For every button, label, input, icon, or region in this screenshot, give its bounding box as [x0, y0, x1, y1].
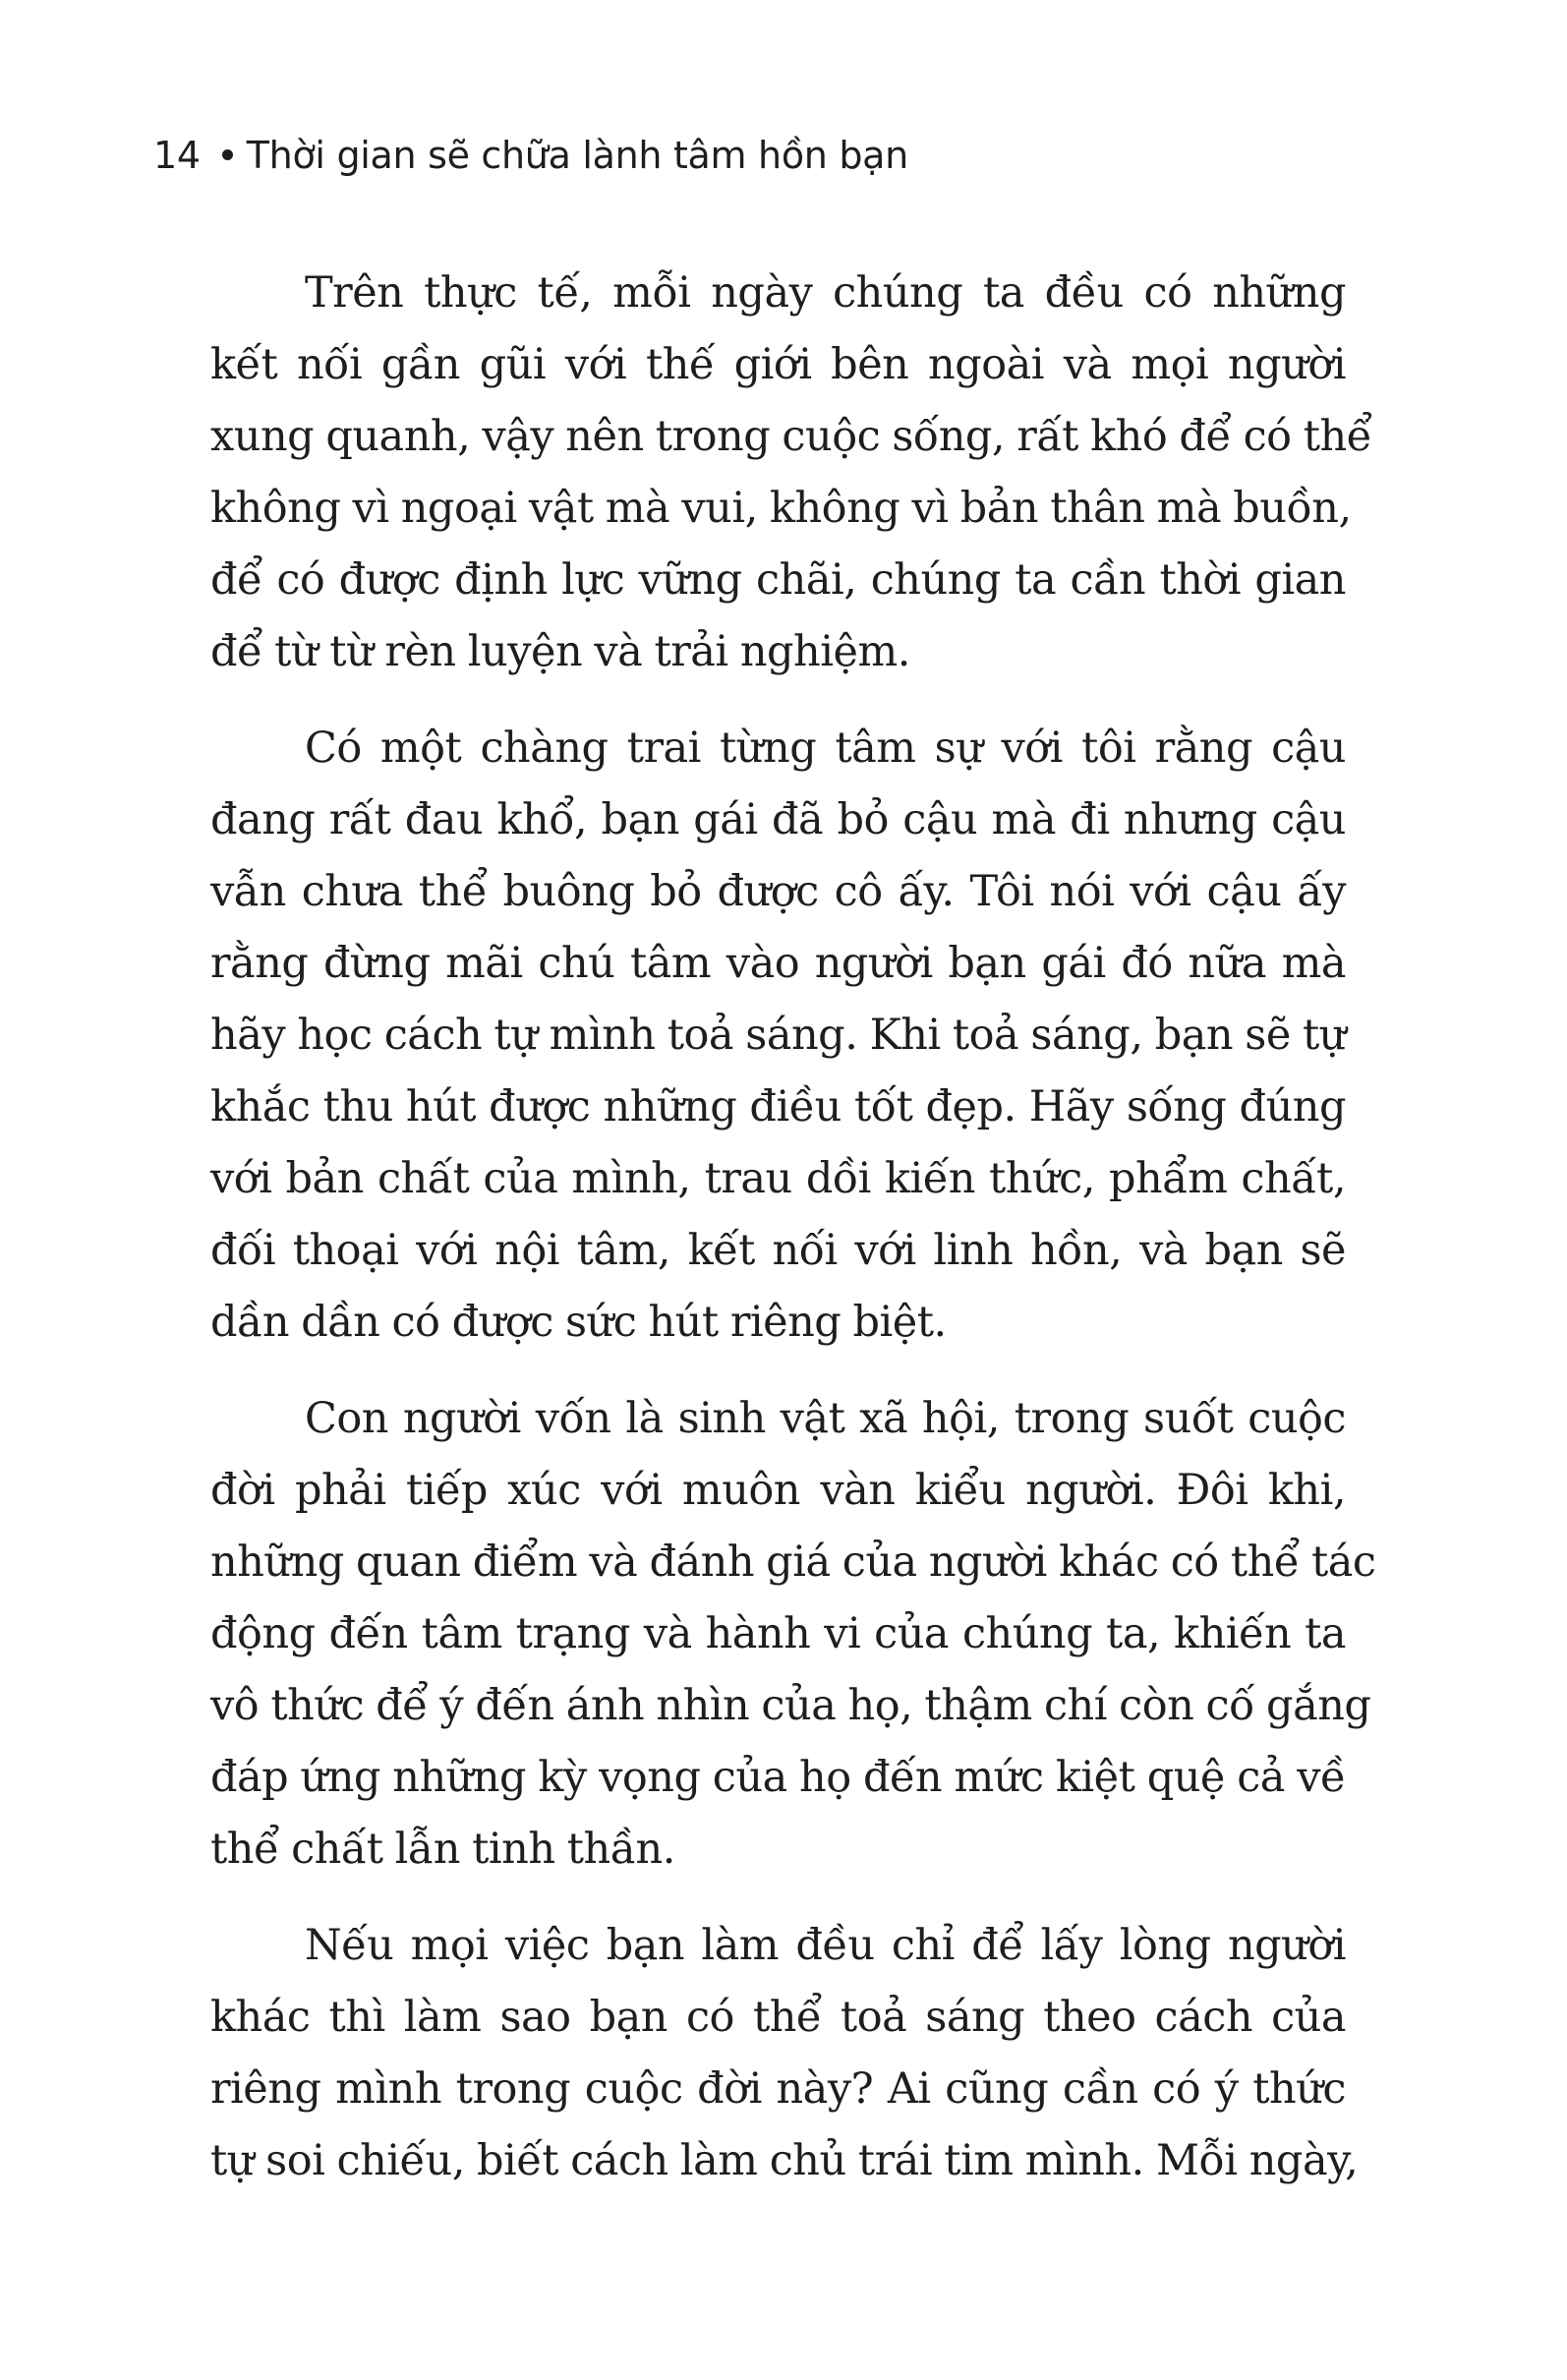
text-line: với bản chất của mình, trau dồi kiến thức, phẩm chất, [210, 1154, 1346, 1203]
text-line: không vì ngoại vật mà vui, không vì bản thân mà buồn, [210, 484, 1352, 533]
page-number: 14 [153, 134, 201, 177]
text-line: Có một chàng trai từng tâm sự với tôi rằng cậu [305, 724, 1346, 773]
book-title: Thời gian sẽ chữa lành tâm hồn bạn [246, 134, 908, 177]
paragraph [210, 258, 1372, 688]
text-line: rằng đừng mãi chú tâm vào người bạn gái đó nữa mà [210, 939, 1346, 988]
text-line: thể chất lẫn tinh thần. [210, 1825, 675, 1874]
text-line: vô thức để ý đến ánh nhìn của họ, thậm chí còn cố gắng [210, 1681, 1371, 1730]
text-line: để có được định lực vững chãi, chúng ta cần thời gian [210, 555, 1346, 605]
text-line: hãy học cách tự mình toả sáng. Khi toả sáng, bạn sẽ tự [210, 1011, 1346, 1060]
text-line: để từ từ rèn luyện và trải nghiệm. [210, 627, 910, 676]
text-line: những quan điểm và đánh giá của người khác có thể tác [210, 1538, 1376, 1587]
text-line: dần dần có được sức hút riêng biệt. [210, 1298, 947, 1347]
text-line: đáp ứng những kỳ vọng của họ đến mức kiệt quệ cả về [210, 1753, 1346, 1802]
body-text [210, 258, 1376, 2222]
text-line: vẫn chưa thể buông bỏ được cô ấy. Tôi nói với cậu ấy [210, 867, 1346, 916]
text-line: Nếu mọi việc bạn làm đều chỉ để lấy lòng người [305, 1921, 1346, 1970]
bullet-icon [222, 149, 233, 160]
paragraph [210, 1910, 1359, 2197]
paragraph [210, 1383, 1376, 1886]
paragraph [210, 713, 1346, 1359]
text-line: đối thoại với nội tâm, kết nối với linh hồn, và bạn sẽ [210, 1226, 1346, 1275]
text-line: Trên thực tế, mỗi ngày chúng ta đều có những [305, 268, 1346, 318]
text-line: động đến tâm trạng và hành vi của chúng ta, khiến ta [210, 1609, 1346, 1658]
text-line: đời phải tiếp xúc với muôn vàn kiểu người. Đôi khi, [210, 1466, 1346, 1515]
text-line: riêng mình trong cuộc đời này? Ai cũng cần có ý thức [210, 2064, 1346, 2114]
running-header [153, 130, 908, 181]
text-line: tự soi chiếu, biết cách làm chủ trái tim mình. Mỗi ngày, [210, 2136, 1359, 2185]
text-line: khắc thu hút được những điều tốt đẹp. Hãy sống đúng [210, 1082, 1346, 1132]
text-line: Con người vốn là sinh vật xã hội, trong suốt cuộc [305, 1394, 1346, 1443]
text-line: kết nối gần gũi với thế giới bên ngoài và mọi người [210, 340, 1346, 389]
text-line: đang rất đau khổ, bạn gái đã bỏ cậu mà đi nhưng cậu [210, 795, 1346, 844]
text-line: xung quanh, vậy nên trong cuộc sống, rất khó để có thể [210, 412, 1372, 461]
text-line: khác thì làm sao bạn có thể toả sáng theo cách của [210, 1993, 1346, 2042]
